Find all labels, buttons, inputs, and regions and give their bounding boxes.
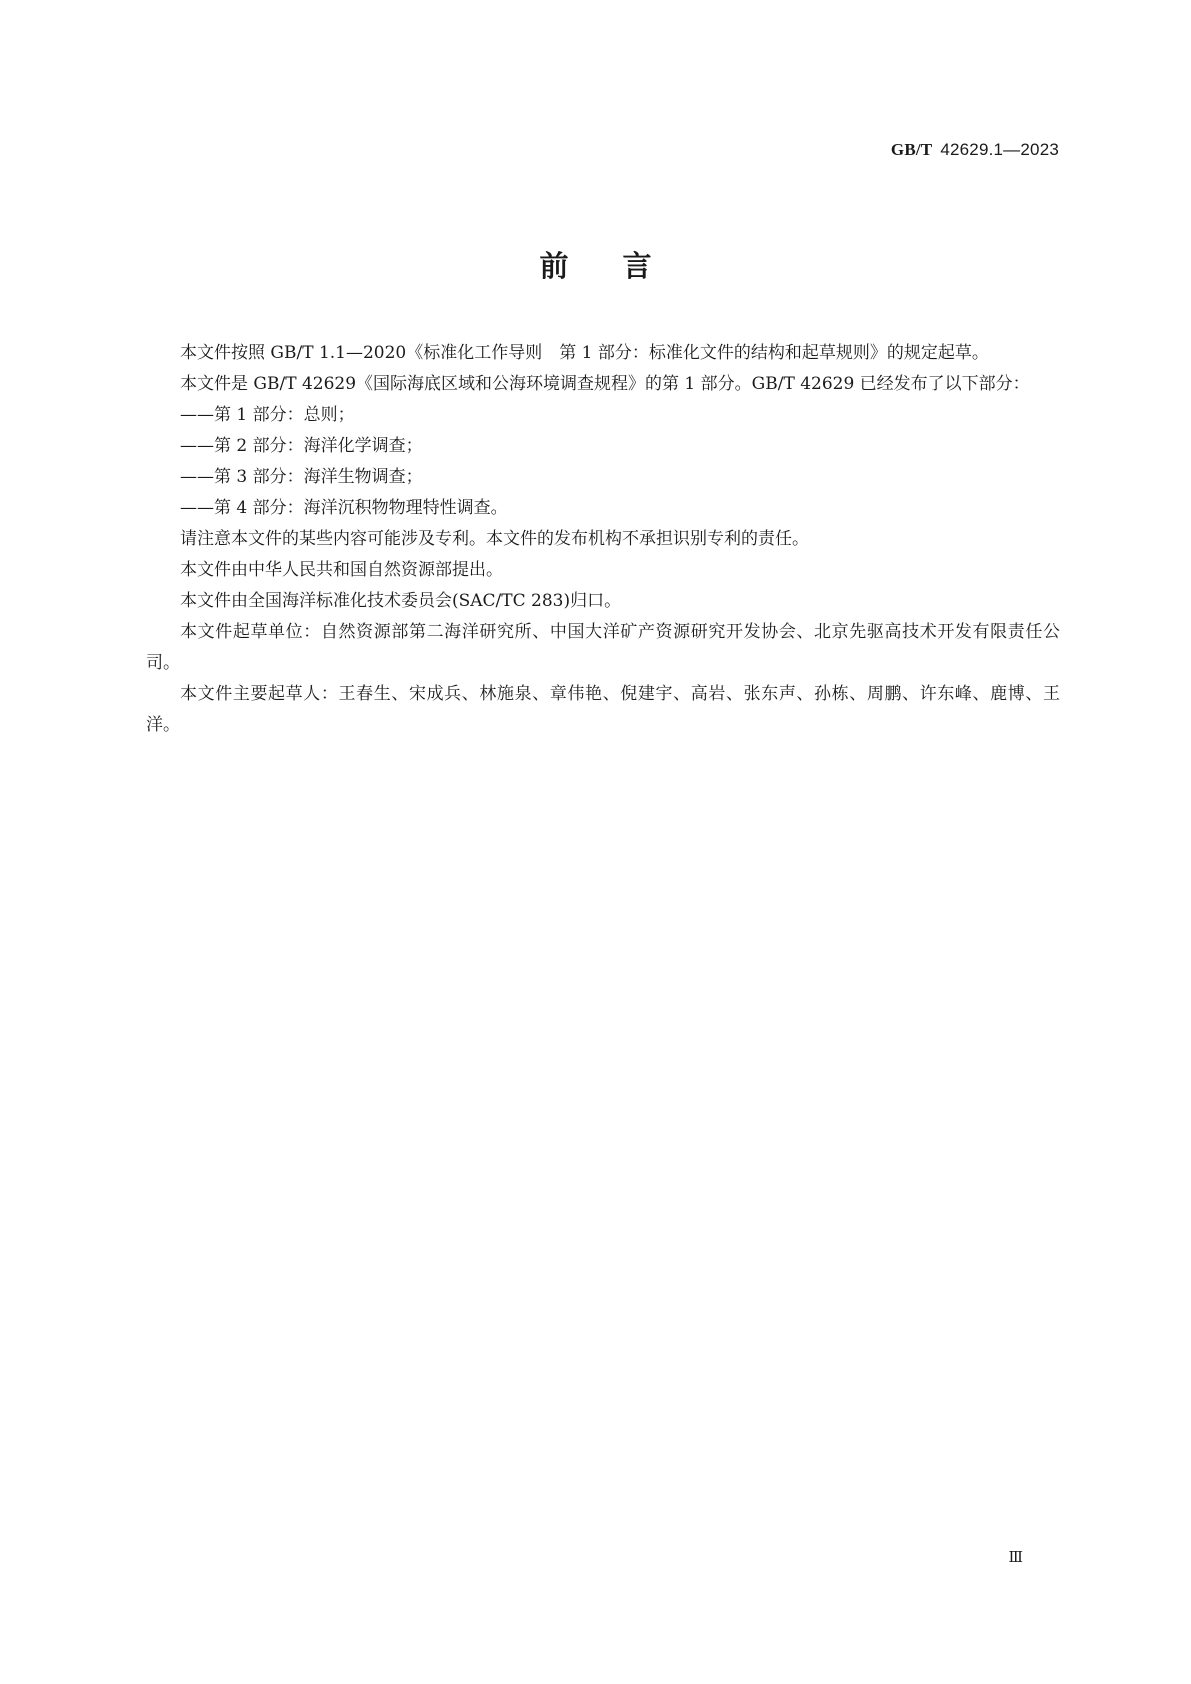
paragraph-drafting-units: 本文件起草单位：自然资源部第二海洋研究所、中国大洋矿产资源研究开发协会、北京先驱高技术开发有限责任公司。	[146, 622, 1060, 673]
paragraph-drafting-rules: 本文件按照 GB/T 1.1—2020《标准化工作导则 第 1 部分：标准化文件的结构和起草规则》的规定起草。	[180, 343, 989, 363]
paragraph-drafters: 本文件主要起草人：王春生、宋成兵、林施泉、章伟艳、倪建宇、高岩、张东声、孙栋、周鹏、许东峰、鹿博、王洋。	[146, 684, 1060, 735]
paragraph-series-intro: 本文件是 GB/T 42629《国际海底区域和公海环境调查规程》的第 1 部分。GB/T 42629 已经发布了以下部分：	[180, 374, 1030, 394]
page-number: Ⅲ	[1008, 1550, 1023, 1566]
paragraph-proposer: 本文件由中华人民共和国自然资源部提出。	[180, 560, 503, 580]
foreword-body	[146, 338, 1060, 741]
list-item: ——第 3 部分：海洋生物调查；	[180, 467, 423, 487]
standard-code: GB/T	[890, 140, 933, 159]
list-item: ——第 4 部分：海洋沉积物物理特性调查。	[180, 498, 508, 518]
paragraph-committee: 本文件由全国海洋标准化技术委员会(SAC/TC 283)归口。	[180, 591, 622, 611]
list-item: ——第 1 部分：总则；	[180, 405, 355, 425]
paragraph-patent-notice: 请注意本文件的某些内容可能涉及专利。本文件的发布机构不承担识别专利的责任。	[180, 529, 809, 549]
list-item: ——第 2 部分：海洋化学调查；	[180, 436, 423, 456]
standard-number	[891, 140, 1059, 160]
standard-serial: 42629.1—2023	[940, 140, 1059, 159]
page-title: 前言	[539, 249, 706, 283]
